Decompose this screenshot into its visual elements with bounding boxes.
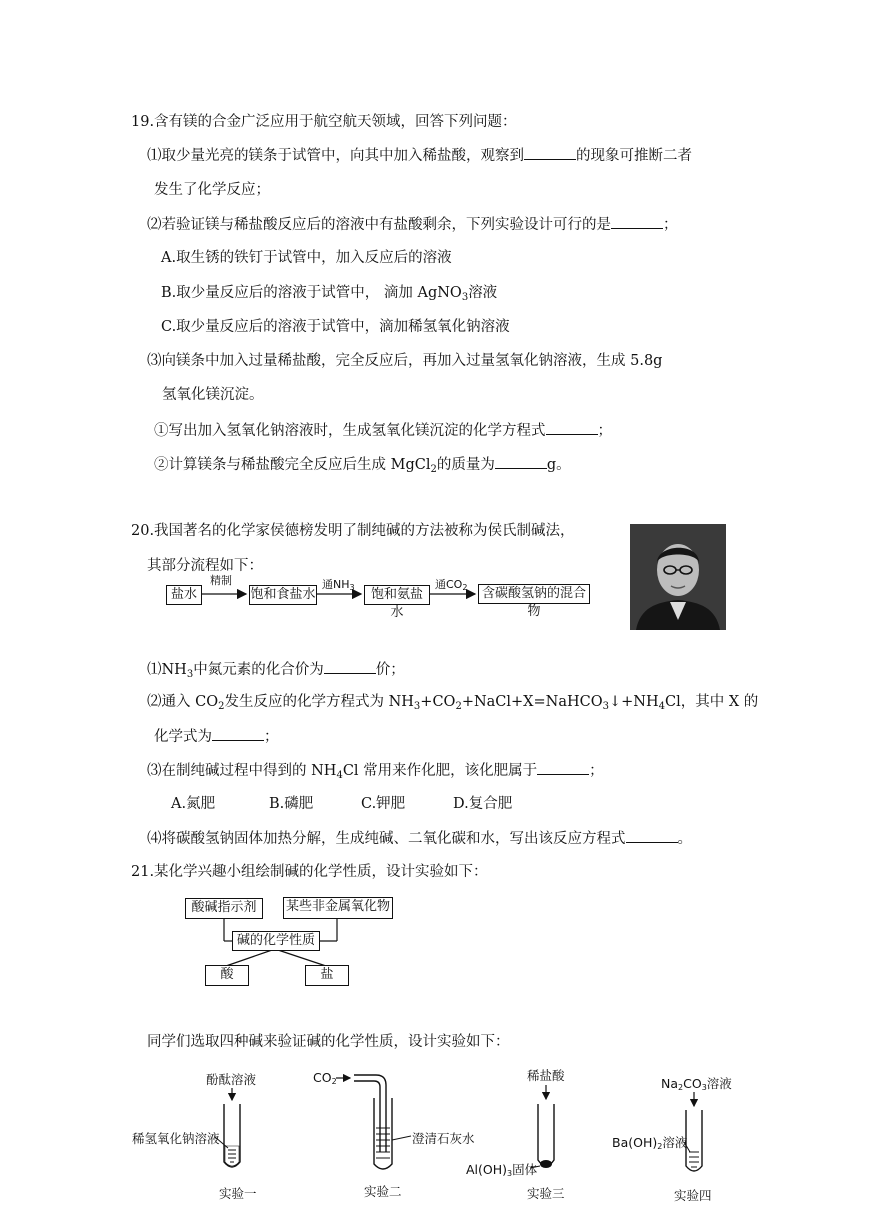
subscript: 3 [701,1083,707,1092]
subscript: 2 [462,583,468,592]
exp1-solution-label: 稀氢氧化钠溶液 [132,1131,220,1146]
flow-arrow-label-refine: 精制 [210,574,232,587]
q21-intro: 同学们选取四种碱来验证碱的化学性质，设计实验如下： [147,1034,510,1050]
exp2-solution-label: 澄清石灰水 [412,1131,475,1146]
flow-box-bicarbonate-mixture: 含碳酸氢钠的混合物 [478,584,590,604]
test-tube-exp4 [684,1092,702,1171]
q20-stem-cont: 其部分流程如下： [147,558,263,574]
q19-sub2-text-c: g。 [546,457,571,473]
subscript: 2 [455,701,462,712]
q19-sub1-text: ①写出加入氢氧化钠溶液时，生成氢氧化镁沉淀的化学方程式 [154,423,546,439]
exp4-solution-label [612,1133,687,1151]
map-box-nonmetal-oxide: 某些非金属氧化物 [283,897,393,919]
q20-part1-text-c: 价； [375,662,405,678]
q20-part1-text-b: 中氮元素的化合价为 [193,662,324,678]
map-box-base-properties: 碱的化学性质 [232,931,320,951]
q20-option-d: D.复合肥 [453,796,513,812]
q19-part1-text-a: ⑴取少量光亮的镁条于试管中，向其中加入稀盐酸，观察到 [147,148,524,164]
q20-part4-text-end: 。 [677,831,692,847]
flow-box-ammonia-brine: 饱和氨盐水 [364,585,430,605]
flow-box-brine: 盐水 [166,585,202,605]
q19-part3: ⑶向镁条中加入过量稀盐酸，完全反应后，再加入过量氢氧化钠溶液，生成 5.8g [147,353,663,369]
q20-part3-text-b: Cl 常用来作化肥，该化肥属于 [342,763,538,779]
exp4-reagent-text-c: 溶液 [706,1076,732,1091]
exp4-solution-text-b: 溶液 [662,1135,688,1150]
q19-part3-cont: 氢氧化镁沉淀。 [162,387,264,403]
exp4-solution-text-a: Ba(OH) [612,1135,658,1150]
subscript: 2 [657,1142,663,1151]
q20-part4-text: ⑷将碳酸氢钠固体加热分解，生成纯碱、二氧化碳和水，写出该反应方程式 [147,831,626,847]
flow-box-saturated-brine: 饱和食盐水 [249,585,317,605]
subscript: 2 [331,1077,337,1086]
exp3-label: 实验三 [527,1186,565,1201]
q20-part1-text-a: ⑴NH [147,662,187,678]
exp2-gas-label [313,1070,337,1086]
q20-part2-text-b: 发生反应的化学方程式为 NH [224,694,414,710]
map-box-acid: 酸 [205,965,249,986]
q19-option-a: A.取生锈的铁钉于试管中，加入反应后的溶液 [161,250,452,266]
q20-part3-text-c: ； [589,763,604,779]
q19-stem: 19.含有镁的合金广泛应用于航空航天领域，回答下列问题： [131,114,517,130]
q19-part2-text-b: ； [663,217,678,233]
subscript: 3 [461,292,469,303]
subscript: 4 [336,770,343,781]
q19-part1-text-b: 的现象可推断二者 [576,148,692,164]
exp3-reagent-label: 稀盐酸 [527,1068,565,1083]
test-tube-exp3 [530,1085,554,1168]
subscript: 2 [218,701,225,712]
q19-part1-cont: 发生了化学反应； [154,182,270,198]
q20-part2-text-h: ； [264,729,279,745]
q19-sub2-text: ②计算镁条与稀盐酸完全反应后生成 MgCl [154,457,431,473]
q19-option-b-text-end: 溶液 [468,285,498,301]
q20-part2-text-c: +CO [420,694,456,710]
exp4-reagent-label [661,1074,732,1092]
q19-option-b-text: B.取少量反应后的溶液于试管中， 滴加 AgNO [161,285,462,301]
exp1-reagent-label: 酚酞溶液 [206,1072,257,1087]
test-tube-exp1 [215,1088,240,1167]
map-box-salt: 盐 [305,965,349,986]
exp2-label: 实验二 [364,1184,402,1199]
q20-option-a: A.氮肥 [171,796,216,812]
q19-part2-text-a: ⑵若验证镁与稀盐酸反应后的溶液中有盐酸剩余，下列实验设计可行的是 [147,217,611,233]
q20-option-c: C.钾肥 [361,796,406,812]
subscript: 2 [430,464,437,475]
q20-option-b: B.磷肥 [269,796,314,812]
q20-part2-text-f: Cl，其中 X 的 [665,694,759,710]
q20-part3-text-a: ⑶在制纯碱过程中得到的 NH [147,763,337,779]
subscript: 4 [658,701,665,712]
exp4-reagent-text-b: CO [683,1076,702,1091]
flow-arrow-label-text: 通CO [435,578,463,591]
q20-part2-text-a: ⑵通入 CO [147,694,219,710]
subscript: 2 [678,1083,684,1092]
exp2-gas-text: CO [313,1070,332,1085]
q20-part2-text-d: +NaCl+X=NaHCO [461,694,603,710]
exp3-solid-text: Al(OH) [466,1162,508,1177]
q20-part2-text-e: ↓+NH [608,694,659,710]
exp3-solid-text-b: 固体 [512,1162,538,1177]
q20-stem: 20.我国著名的化学家侯德榜发明了制纯碱的方法被称为侯氏制碱法， [131,523,575,539]
q19-sub1-text-end: ； [597,423,612,439]
q20-part2-text-g: 化学式为 [154,729,212,745]
test-tube-exp2 [336,1075,411,1169]
subscript: 3 [349,583,355,592]
q19-option-c: C.取少量反应后的溶液于试管中，滴加稀氢氧化钠溶液 [161,319,510,335]
flow-arrow-label-text: 通NH [322,578,350,591]
exp4-label: 实验四 [674,1188,712,1203]
q19-sub2-text-b: 的质量为 [436,457,495,473]
subscript: 3 [507,1169,513,1178]
exp3-solid-label [466,1160,537,1178]
q21-stem: 21.某化学兴趣小组绘制碱的化学性质，设计实验如下： [131,864,488,880]
map-box-indicator: 酸碱指示剂 [185,898,263,919]
subscript: 3 [186,669,194,680]
subscript: 3 [413,701,421,712]
exp4-reagent-text-a: Na [661,1076,679,1091]
exp1-label: 实验一 [219,1186,257,1201]
subscript: 3 [602,701,609,712]
